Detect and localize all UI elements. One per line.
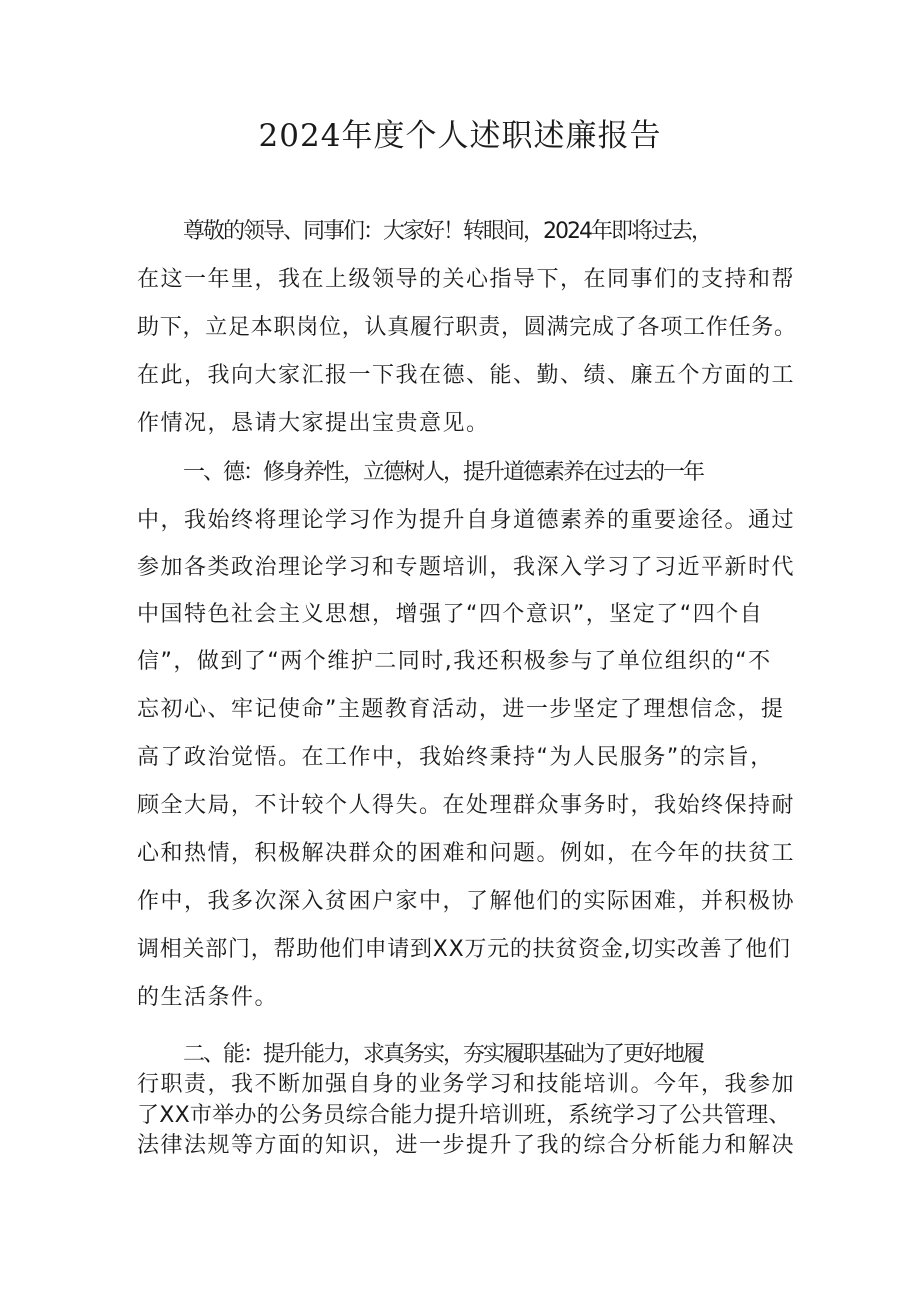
text-line: 中，我始终将理论学习作为提升自身道德素养的重要途径。通过: [137, 508, 796, 533]
text-line: 作中，我多次深入贫困户家中，了解他们的实际困难，并积极协: [137, 889, 796, 914]
text-line: 中国特色社会主义思想，增强了“四个意识”，坚定了“四个自: [137, 602, 764, 627]
text-line: 尊敬的领导、同事们：大家好！转眼间，2024年即将过去，: [183, 219, 711, 244]
text-line: 在这一年里，我在上级领导的关心指导下，在同事们的支持和帮: [137, 267, 796, 292]
text-line: 行职责，我不断加强自身的业务学习和技能培训。今年，我参加: [137, 1072, 796, 1097]
text-line: 参加各类政治理论学习和专题培训，我深入学习了习近平新时代: [137, 555, 796, 580]
text-line: 作情况，恳请大家提出宝贵意见。: [137, 411, 490, 436]
text-line: 二、能：提升能力，求真务实，夯实履职基础为了更好地履: [183, 1042, 704, 1067]
text-line: 的生活条件。: [137, 985, 279, 1010]
text-line: 调相关部门，帮助他们申请到XX万元的扶贫资金,切实改善了他们: [137, 937, 791, 962]
text-line: 心和热情，积极解决群众的困难和问题。例如，在今年的扶贫工: [137, 841, 796, 866]
text-line: 了XX市举办的公务员综合能力提升培训班，系统学习了公共管理、: [137, 1103, 791, 1128]
text-line: 一、德：修身养性，立德树人，提升道德素养在过去的一年: [183, 460, 704, 485]
document-title: 2024年度个人述职述廉报告: [258, 118, 662, 154]
text-line: 高了政治觉悟。在工作中，我始终秉持“为人民服务”的宗旨，: [137, 745, 774, 770]
text-line: 顾全大局，不计较个人得失。在处理群众事务时，我始终保持耐: [137, 793, 796, 818]
text-line: 助下，立足本职岗位，认真履行职责，圆满完成了各项工作任务。: [137, 315, 797, 340]
text-line: 法律法规等方面的知识，进一步提升了我的综合分析能力和解决: [137, 1133, 796, 1158]
text-line: 信”，做到了“两个维护二同时,我还积极参与了单位组织的“不: [137, 649, 772, 674]
text-line: 在此，我向大家汇报一下我在德、能、勤、绩、廉五个方面的工: [137, 363, 796, 388]
text-line: 忘初心、牢记使命”主题教育活动，进一步坚定了理想信念，提: [137, 697, 785, 722]
